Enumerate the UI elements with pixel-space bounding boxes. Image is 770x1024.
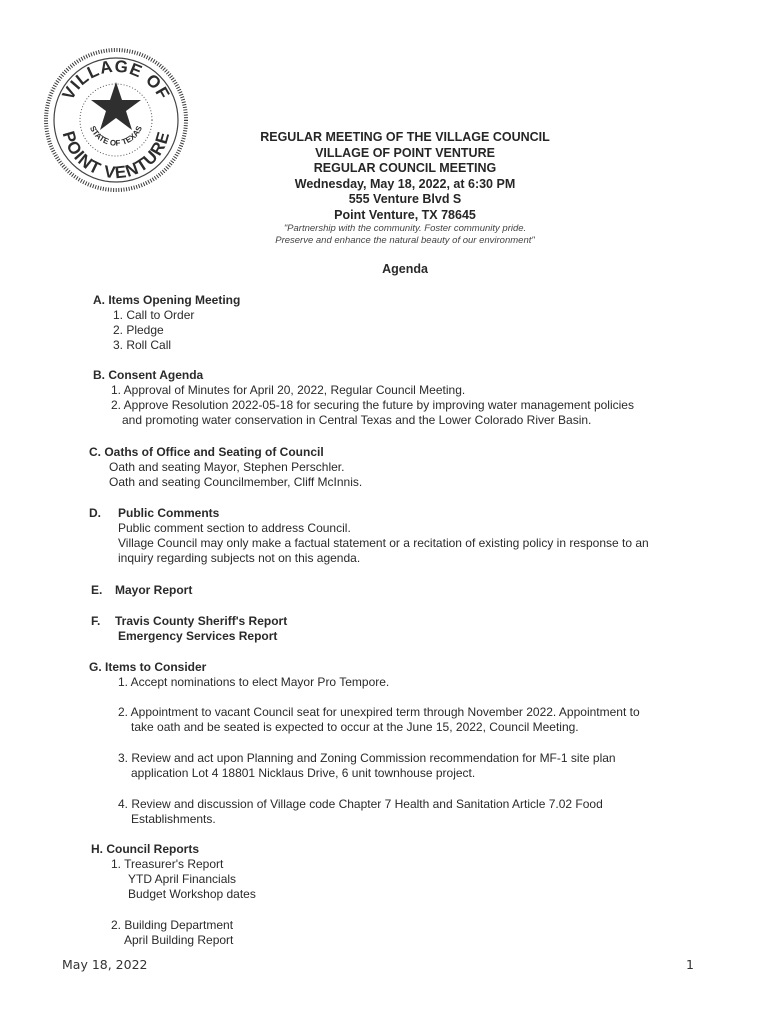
- agenda-line: Village Council may only make a factual statement or a recitation of existing policy in response to an: [118, 536, 649, 550]
- agenda-item: 1. Call to Order: [113, 308, 195, 322]
- header-line-2: VILLAGE OF POINT VENTURE: [315, 145, 495, 160]
- village-seal: [42, 46, 190, 194]
- section-f-letter: F.: [91, 614, 101, 628]
- section-g-heading: G. Items to Consider: [89, 660, 207, 674]
- section-a-heading: A. Items Opening Meeting: [93, 293, 241, 307]
- section-h-heading: H. Council Reports: [91, 842, 200, 856]
- section-f-subheading: Emergency Services Report: [118, 629, 278, 643]
- section-e-heading: Mayor Report: [115, 583, 193, 597]
- section-c-heading: C. Oaths of Office and Seating of Council: [89, 445, 324, 459]
- section-b-heading: B. Consent Agenda: [93, 368, 204, 382]
- agenda-subitem: April Building Report: [124, 933, 234, 947]
- agenda-item: 2. Building Department: [111, 918, 234, 932]
- svg-text:STATE OF TEXAS: [88, 124, 144, 148]
- seal-bottom-text: POINT VENTURE: [58, 128, 174, 183]
- svg-text:POINT VENTURE: [59, 129, 174, 182]
- agenda-item-continued: Establishments.: [131, 812, 216, 826]
- motto-line-1: "Partnership with the community. Foster community pride.: [283, 223, 527, 234]
- section-f-heading: Travis County Sheriff's Report: [115, 614, 288, 628]
- agenda-line: Oath and seating Councilmember, Cliff McInnis.: [109, 475, 363, 489]
- meeting-address: 555 Venture Blvd S: [348, 192, 462, 206]
- agenda-item: 2. Appointment to vacant Council seat for unexpired term through November 2022. Appointment to: [118, 705, 640, 719]
- agenda-subitem: YTD April Financials: [128, 872, 237, 886]
- agenda-item: 3. Review and act upon Planning and Zoning Commission recommendation for MF-1 site plan: [118, 751, 616, 765]
- meeting-city: Point Venture, TX 78645: [334, 207, 476, 222]
- section-d-letter: D.: [89, 506, 101, 520]
- agenda-item-continued: take oath and be seated is expected to occur at the June 15, 2022, Council Meeting.: [131, 720, 579, 734]
- seal-top-text: VILLAGE OF: [58, 56, 174, 104]
- header-line-3: REGULAR COUNCIL MEETING: [313, 161, 497, 175]
- header-line-1: REGULAR MEETING OF THE VILLAGE COUNCIL: [260, 130, 550, 144]
- motto-line-2: Preserve and enhance the natural beauty of our environment": [275, 235, 535, 246]
- agenda-item: 1. Treasurer's Report: [111, 857, 224, 871]
- agenda-item: 1. Approval of Minutes for April 20, 2022, Regular Council Meeting.: [111, 383, 466, 397]
- agenda-item-continued: application Lot 4 18801 Nicklaus Drive, 6 unit townhouse project.: [131, 766, 476, 780]
- agenda-item: 3. Roll Call: [113, 338, 172, 352]
- page-number: 1: [686, 957, 694, 972]
- footer-date: May 18, 2022: [62, 957, 148, 972]
- meeting-datetime: Wednesday, May 18, 2022, at 6:30 PM: [294, 176, 516, 191]
- agenda-item: 1. Accept nominations to elect Mayor Pro Tempore.: [118, 675, 390, 689]
- agenda-item: 4. Review and discussion of Village code Chapter 7 Health and Sanitation Article 7.02 Food: [118, 797, 603, 811]
- section-d-heading: Public Comments: [118, 506, 220, 520]
- section-e-letter: E.: [91, 583, 103, 597]
- agenda-item: 2. Pledge: [113, 323, 164, 337]
- agenda-line: inquiry regarding subjects not on this agenda.: [118, 551, 361, 565]
- agenda-subitem: Budget Workshop dates: [128, 887, 256, 901]
- agenda-title: Agenda: [382, 262, 428, 276]
- agenda-item-continued: and promoting water conservation in Central Texas and the Lower Colorado River Basin.: [122, 413, 592, 427]
- agenda-item: 2. Approve Resolution 2022-05-18 for securing the future by improving water management policies: [111, 398, 634, 412]
- agenda-line: Public comment section to address Council.: [118, 521, 351, 535]
- seal-inner-text: STATE OF TEXAS: [87, 124, 145, 148]
- meeting-header: [200, 130, 610, 247]
- agenda-line: Oath and seating Mayor, Stephen Perschler.: [109, 460, 345, 474]
